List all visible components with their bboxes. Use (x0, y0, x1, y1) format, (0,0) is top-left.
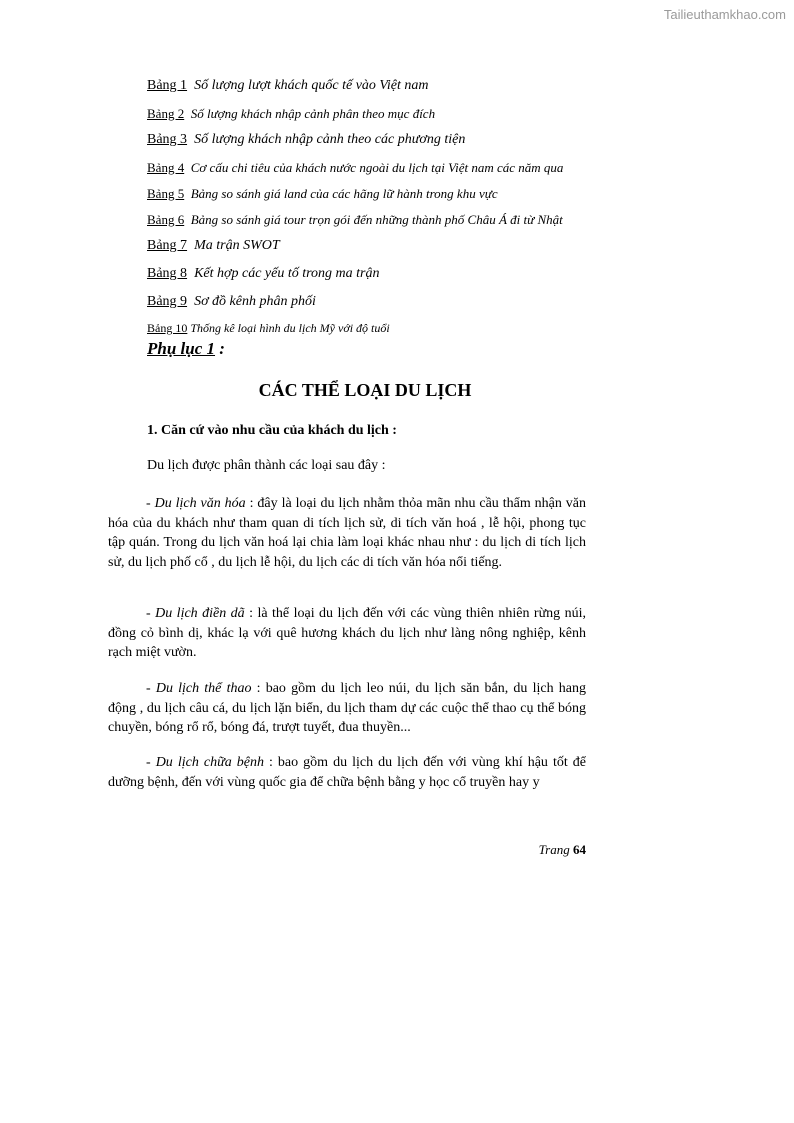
subsection-heading: 1. Căn cứ vào nhu cầu của khách du lịch : (147, 423, 397, 438)
table-label: Bảng 8 (147, 266, 188, 281)
table-item (147, 106, 435, 122)
table-item (147, 238, 280, 254)
paragraph-text: : đây là loại du lịch nhằm thỏa mãn nhu cầu thẩm nhận văn hóa của du khách như tham quan di tích lịch sử, di tích văn hoá , lễ hội, phong tục tập quán. Trong du lịch văn hoá lại chia làm loại khác nhau như : du lịch di tích lịch sử, du lịch phố cổ , du lịch lễ hội, du lịch các di tích văn hóa nổi tiếng. (108, 496, 586, 570)
table-label: Bảng 4 (147, 160, 185, 175)
section-title: CÁC THỂ LOẠI DU LỊCH (258, 380, 472, 400)
table-title: Cơ cấu chi tiêu của khách nước ngoài du lịch tại Việt nam các năm qua (190, 160, 564, 175)
table-item (147, 266, 380, 282)
page-footer (539, 842, 586, 858)
paragraph-term: - Du lịch chữa bệnh (146, 755, 264, 770)
table-label: Bảng 2 (147, 106, 185, 121)
paragraph-health-tourism (108, 753, 586, 792)
table-item (147, 78, 429, 94)
paragraph-term: - Du lịch thể thao (146, 681, 252, 696)
table-item (147, 186, 498, 202)
paragraph-rural-tourism (108, 604, 586, 663)
table-label: Bảng 10 (147, 321, 188, 335)
table-item (147, 212, 563, 228)
paragraph-text: : bao gồm du lịch du lịch đến với vùng khí hậu tốt để dưỡng bệnh, đến với vùng quốc gia để chữa bệnh bằng y học cổ truyền hay y (108, 755, 586, 790)
table-item (147, 294, 316, 310)
table-title: Số lượng khách nhập cảnh theo các phương tiện (194, 132, 466, 147)
watermark: Tailieuthamkhao.com (663, 7, 786, 22)
table-label: Bảng 1 (147, 78, 188, 93)
page-label: Trang (538, 842, 570, 857)
table-label: Bảng 6 (147, 212, 185, 227)
appendix-label: Phụ lục 1 (147, 339, 216, 358)
appendix-suffix: : (215, 339, 225, 358)
table-item (147, 132, 465, 148)
table-title: Thống kê loại hình du lịch Mỹ với độ tuổi (190, 321, 390, 335)
paragraph-term: - Du lịch văn hóa (146, 496, 246, 511)
table-title: Kết hợp các yếu tố trong ma trận (194, 266, 380, 281)
appendix-heading (147, 339, 225, 359)
table-title: Số lượng lượt khách quốc tế vào Việt nam (194, 78, 429, 93)
table-item (147, 160, 563, 176)
table-title: Bảng so sánh giá tour trọn gói đến những thành phố Châu Á đi từ Nhật (190, 212, 563, 227)
table-title: Sơ đồ kênh phân phối (194, 294, 316, 309)
paragraph-sports-tourism (108, 679, 586, 738)
table-label: Bảng 5 (147, 186, 185, 201)
table-label: Bảng 7 (147, 238, 188, 253)
page-number: 64 (573, 842, 586, 857)
table-title: Số lượng khách nhập cảnh phân theo mục đích (190, 106, 436, 121)
table-label: Bảng 9 (147, 294, 188, 309)
table-title: Bảng so sánh giá land của các hãng lữ hành trong khu vực (190, 186, 498, 201)
paragraph-term: - Du lịch điền dã (146, 606, 245, 621)
table-title: Ma trận SWOT (194, 238, 280, 253)
table-label: Bảng 3 (147, 132, 188, 147)
paragraph-text: : bao gồm du lịch leo núi, du lịch săn bắn, du lịch hang động , du lịch câu cá, du lịch lặn biển, du lịch tham dự các cuộc thể thao cụ thể bóng chuyền, bóng rổ rổ, bóng đá, trượt tuyết, đua thuyền... (108, 681, 586, 735)
intro-text: Du lịch được phân thành các loại sau đây : (147, 458, 386, 473)
table-item (147, 321, 390, 336)
paragraph-cultural-tourism (108, 494, 586, 572)
paragraph-text: : là thể loại du lịch đến với các vùng thiên nhiên rừng núi, đồng cỏ bình dị, khác lạ với quê hương khách du lịch như làng nông nghiệp, kênh rạch miệt vườn. (108, 606, 586, 660)
